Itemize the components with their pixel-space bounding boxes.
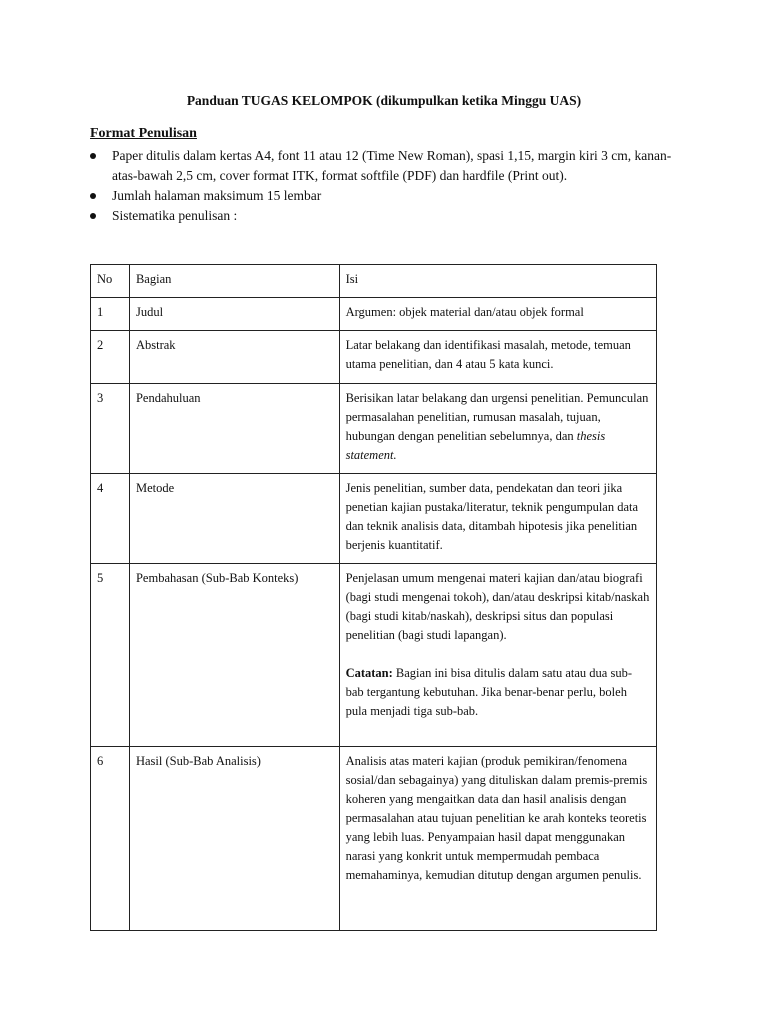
cell-isi: Analisis atas materi kajian (produk pemikiran/fenomena sosial/dan sebagainya) yang dituliskan dalam premis-premis koheren yang mengaitkan data dan hasil analisis dengan permasalahan atau tujuan penelitian ke arah konteks teoretis yang lebih luas. Penyampaian hasil dapat menggunakan narasi yang konkrit untuk mempermudah pembaca memahaminya, kemudian ditutup dengan argumen penulis. [339,747,656,931]
bullet-icon [90,193,96,199]
table-row [91,384,657,474]
cell-no: 1 [91,298,130,331]
table-header-row [91,265,657,298]
structure-table [90,264,657,931]
table-row [91,298,657,331]
header-isi: Isi [339,265,656,298]
header-no: No [91,265,130,298]
table-row [91,331,657,384]
bullet-list [90,146,690,226]
cell-no: 2 [91,331,130,384]
note-text: Bagian ini bisa ditulis dalam satu atau dua sub-bab tergantung kebutuhan. Jika benar-benar perlu, boleh pula menjadi tiga sub-bab. [345,666,632,718]
bullet-text: Jumlah halaman maksimum 15 lembar [112,188,322,203]
cell-isi-italic: thesis statement. [345,429,606,462]
cell-no: 3 [91,384,130,474]
bullet-item [90,206,690,226]
bullet-icon [90,213,96,219]
cell-bagian: Abstrak [129,331,339,384]
bullet-item [90,146,690,186]
cell-isi-text: Berisikan latar belakang dan urgensi penelitian. Pemunculan permasalahan penelitian, rumusan masalah, tujuan, hubungan dengan penelitian sebelumnya, dan [345,391,649,443]
cell-no: 6 [91,747,130,931]
cell-isi-text: Penjelasan umum mengenai materi kajian dan/atau biografi (bagi studi mengenai tokoh), dan/atau deskripsi kitab/naskah (bagi studi kitab/naskah), deskripsi situs dan populasi penelitian (bagi studi lapangan). [345,571,650,642]
cell-isi: Jenis penelitian, sumber data, pendekatan dan teori jika penetian kajian pustaka/literatur, teknik pengumpulan data dan teknik analisis data, ditambah hipotesis jika penelitian berjenis kuantitatif. [339,474,656,564]
cell-no: 5 [91,564,130,747]
bullet-icon [90,153,96,159]
cell-bagian: Hasil (Sub-Bab Analisis) [129,747,339,931]
cell-no: 4 [91,474,130,564]
bullet-text: Sistematika penulisan : [112,208,238,223]
bullet-item [90,186,690,206]
cell-isi [339,564,656,747]
section-heading: Format Penulisan [90,126,197,141]
table-row [91,747,657,931]
cell-bagian: Pembahasan (Sub-Bab Konteks) [129,564,339,747]
document-title: Panduan TUGAS KELOMPOK (dikumpulkan ketika Minggu UAS) [186,93,582,108]
cell-bagian: Metode [129,474,339,564]
cell-isi [339,384,656,474]
note-label: Catatan: [345,666,393,680]
cell-bagian: Pendahuluan [129,384,339,474]
cell-isi: Argumen: objek material dan/atau objek formal [339,298,656,331]
bullet-text: Paper ditulis dalam kertas A4, font 11 atau 12 (Time New Roman), spasi 1,15, margin kiri 3 cm, kanan-atas-bawah 2,5 cm, cover format ITK, format softfile (PDF) dan hardfile (Print out). [112,148,672,183]
cell-note [346,664,650,721]
table-row [91,564,657,747]
cell-isi: Latar belakang dan identifikasi masalah, metode, temuan utama penelitian, dan 4 atau 5 kata kunci. [339,331,656,384]
cell-bagian: Judul [129,298,339,331]
header-bagian: Bagian [129,265,339,298]
table-row [91,474,657,564]
